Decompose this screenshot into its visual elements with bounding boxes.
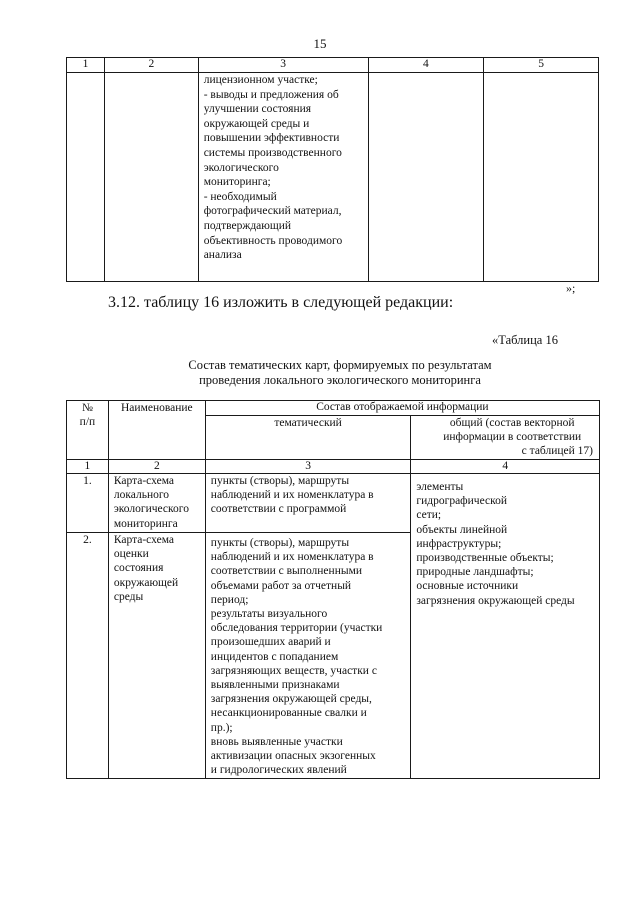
text-line: гидрографической [416, 495, 507, 508]
table-header-row [67, 401, 600, 416]
text-line: локального [113, 489, 170, 502]
table-label: «Таблица 16 [492, 333, 558, 347]
thematic-maps-table [66, 400, 600, 779]
table-header-row [67, 58, 599, 73]
table-row [67, 474, 600, 533]
text-line: инфраструктуры; [416, 537, 502, 550]
text-line: пр.); [210, 721, 233, 734]
header-cell: 4 [368, 58, 484, 73]
header-cell: 2 [104, 58, 198, 73]
header-thematic: тематический [205, 416, 411, 460]
text-line: результаты визуального [210, 608, 328, 621]
row-name [108, 533, 205, 779]
text-line: лицензионном участке; [203, 74, 318, 86]
table-cell [484, 73, 599, 282]
text-line: выявленными признаками [210, 679, 340, 692]
text-line: мониторинга [113, 517, 178, 530]
table-cell [368, 73, 484, 282]
text-line: оценки [113, 548, 149, 561]
header-group: Состав отображаемой информации [205, 401, 599, 416]
column-number: 1 [67, 460, 109, 474]
text-line: основные источники [416, 580, 519, 593]
text-line: произошедших аварий и [210, 636, 331, 649]
text-line: природные ландшафты; [416, 566, 534, 579]
text-line: загрязняющих веществ, участки с [210, 664, 377, 677]
column-numbers-row [67, 460, 600, 474]
general-info-cell [411, 474, 600, 779]
table-cell [67, 73, 105, 282]
text-line: системы производственного [203, 146, 342, 159]
text-line: объекты линейной [416, 523, 508, 536]
text-line: период; [210, 593, 249, 606]
text-line: экологического [203, 161, 279, 174]
text-line: - выводы и предложения об [203, 88, 339, 101]
header-number [67, 401, 109, 460]
text-line: загрязнения окружающей среды, [210, 693, 372, 706]
text-line: соответствии с программой [210, 503, 347, 516]
text-line: инцидентов с попаданием [210, 650, 339, 663]
text-line: производственные объекты; [416, 552, 554, 565]
text-line: Карта-схема [113, 534, 175, 546]
column-number: 4 [411, 460, 600, 474]
text-line: анализа [203, 249, 242, 262]
header-cell: 1 [67, 58, 105, 73]
text-line: среды [113, 590, 144, 603]
text-line: обследования территории (участки [210, 622, 383, 635]
text-line: мониторинга; [203, 176, 271, 189]
text-line: экологического [113, 503, 189, 516]
row-number: 1. [67, 474, 109, 533]
text-line: наблюдений и их номенклатура в [210, 489, 374, 502]
header-general [411, 416, 600, 460]
text-line: окружающей среды и [203, 117, 310, 130]
table-title-line: проведения локального экологического мониторинга [199, 373, 481, 387]
text-line: улучшении состояния [203, 103, 312, 116]
text-line: вновь выявленные участки [210, 735, 343, 748]
table-title [110, 358, 570, 388]
text-line: и гидрологических явлений [210, 764, 347, 777]
text-line: повышении эффективности [203, 132, 340, 145]
quote-end-mark: »; [566, 281, 576, 295]
row-thematic [205, 533, 411, 779]
row-thematic [205, 474, 411, 533]
table-title-line: Состав тематических карт, формируемых по результатам [188, 358, 492, 372]
table-row [67, 73, 599, 282]
text-line: состояния [113, 562, 164, 575]
text-line: фотографический материал, [203, 205, 342, 218]
text-line: - необходимый [203, 190, 277, 203]
header-line: № [81, 402, 93, 414]
text-line: наблюдений и их номенклатура в [210, 551, 374, 564]
text-line: сети; [416, 509, 442, 522]
column-number: 3 [205, 460, 411, 474]
header-line: информации в соответствии [443, 431, 582, 444]
text-line: подтверждающий [203, 219, 292, 232]
text-line: соответствии с выполненными [210, 565, 363, 578]
header-name: Наименование [108, 401, 205, 460]
text-line: окружающей [113, 576, 179, 589]
header-line: п/п [79, 416, 96, 429]
column-number: 2 [108, 460, 205, 474]
continued-table [66, 57, 599, 282]
text-line: несанкционированные свалки и [210, 707, 367, 720]
text-line: объективность проводимого [203, 234, 343, 247]
table-cell-text [198, 73, 368, 282]
page-number: 15 [313, 36, 327, 51]
table-cell [104, 73, 198, 282]
header-cell: 3 [198, 58, 368, 73]
text-line: объемами работ за отчетный [210, 579, 352, 592]
text-line: Карта-схема [113, 475, 175, 487]
header-cell: 5 [484, 58, 599, 73]
header-line: с таблицей 17) [521, 445, 593, 458]
text-line: загрязнения окружающей среды [416, 594, 575, 607]
text-line: пункты (створы), маршруты [210, 475, 350, 487]
text-line: активизации опасных экзогенных [210, 750, 376, 763]
row-number: 2. [67, 533, 109, 779]
text-line: пункты (створы), маршруты [210, 537, 350, 549]
row-name [108, 474, 205, 533]
text-line: элементы [416, 481, 464, 493]
header-line: общий (состав векторной [449, 417, 575, 429]
amendment-instruction: 3.12. таблицу 16 изложить в следующей редакции: [108, 294, 454, 311]
